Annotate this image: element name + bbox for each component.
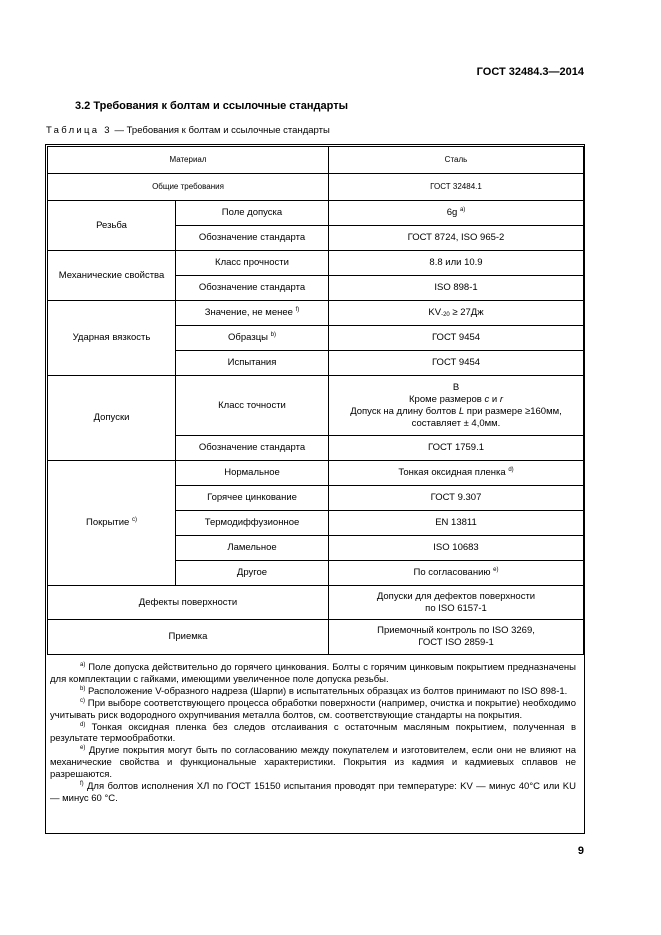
value-cell: ГОСТ 1759.1 xyxy=(329,436,584,461)
param-cell: Образцы $^{b)}$ xyxy=(176,326,329,351)
table-caption-prefix: Таблица 3 xyxy=(46,125,112,136)
param-cell: Термодиффузионное xyxy=(176,511,329,536)
table-caption-text: — Требования к болтам и ссылочные стандарты xyxy=(111,125,330,136)
param-cell: Ламельное xyxy=(176,536,329,561)
value-cell: Приемочный контроль по ISO 3269, ГОСТ ISO 2859-1 xyxy=(329,620,584,655)
value-cell: ISO 10683 xyxy=(329,536,584,561)
footnotes xyxy=(50,662,576,805)
general-requirements-value: ГОСТ 32484.1 xyxy=(329,174,584,201)
param-cell: Горячее цинкование xyxy=(176,486,329,511)
value-cell: ГОСТ 9454 xyxy=(329,351,584,376)
footnote: $^{d)}$ Тонкая оксидная пленка без следов отслаивания с остаточным масляным покрытием, полученная в результате термообработки. xyxy=(50,721,576,745)
table-row xyxy=(48,251,584,276)
document-code: ГОСТ 32484.3—2014 xyxy=(476,66,584,78)
param-cell: Значение, не менее $^{f)}$ xyxy=(176,301,329,326)
value-cell: 6g $^{a)}$ xyxy=(329,201,584,226)
table-row xyxy=(48,174,584,201)
footnote: $^{a)}$ Поле допуска действительно до горячего цинкования. Болты с горячим цинковым покрытием предназначены для комплектации с гайками, имеющими увеличенное поле допуска резьбы. xyxy=(50,662,576,685)
param-cell: Класс прочности xyxy=(176,251,329,276)
thread-label: Резьба xyxy=(48,201,176,251)
value-cell: EN 13811 xyxy=(329,511,584,536)
param-cell: Испытания xyxy=(176,351,329,376)
table-row xyxy=(48,301,584,326)
footnote-mark: c) xyxy=(131,517,137,523)
footnote: $^{e)}$ Другие покрытия могут быть по согласованию между покупателем и изготовителем, если они не влияют на механические свойства и функциональные характеристики. Покрытия из кадмия и кадмиевых сплавов не разрешаются. xyxy=(50,745,576,781)
header-material: Материал xyxy=(48,147,329,174)
table-caption xyxy=(46,125,330,136)
footnote-mark: d) xyxy=(508,467,514,473)
value-cell: ГОСТ 8724, ISO 965-2 xyxy=(329,226,584,251)
footnote: $^{f)}$ Для болтов исполнения ХЛ по ГОСТ 15150 испытания проводят при температуре: KV — минус 40°C или KU — минус 60 °C. xyxy=(50,781,576,804)
general-requirements-label: Общие требования xyxy=(48,174,329,201)
footnote-mark: a) xyxy=(459,207,466,213)
acceptance-label: Приемка xyxy=(48,620,329,655)
table-header-row xyxy=(48,147,584,174)
section-title: 3.2 Требования к болтам и ссылочные стандарты xyxy=(75,100,349,112)
footnote-mark: b) xyxy=(270,332,276,338)
table-row xyxy=(48,201,584,226)
param-cell: Класс точности xyxy=(176,376,329,436)
param-cell: Обозначение стандарта xyxy=(176,226,329,251)
tolerances-label: Допуски xyxy=(48,376,176,461)
value-cell: B Кроме размеров c и r Допуск на длину болтов L при размере ≥160мм, составляет ± 4,0мм. xyxy=(329,376,584,436)
table-row xyxy=(48,376,584,436)
value-cell: ГОСТ 9454 xyxy=(329,326,584,351)
footnote-mark: e) xyxy=(493,567,499,573)
value-cell: По согласованию $^{e)}$ xyxy=(329,561,584,586)
param-cell: Обозначение стандарта xyxy=(176,436,329,461)
value-cell: Допуски для дефектов поверхности по ISO 6157-1 xyxy=(329,586,584,620)
param-cell: Обозначение стандарта xyxy=(176,276,329,301)
defects-label: Дефекты поверхности xyxy=(48,586,329,620)
footnote: $^{c)}$ При выборе соответствующего процесса обработки поверхности (например, очистка и покрытие) необходимо учитывать риск водородного охрупчивания металла болтов, см. соответствующие стандарты на покрытия. xyxy=(50,697,576,721)
value-cell: ISO 898-1 xyxy=(329,276,584,301)
footnote-mark: f) xyxy=(295,307,300,313)
value-cell: ГОСТ 9.307 xyxy=(329,486,584,511)
value-cell: $KV_{-20} \ge 27Дж$ xyxy=(329,301,584,326)
param-cell: Поле допуска xyxy=(176,201,329,226)
param-cell: Другое xyxy=(176,561,329,586)
param-cell: Нормальное xyxy=(176,461,329,486)
requirements-table xyxy=(47,146,584,655)
header-steel: Сталь xyxy=(329,147,584,174)
table-row xyxy=(48,586,584,620)
impact-label: Ударная вязкость xyxy=(48,301,176,376)
coating-label: Покрытие $^{c)}$ xyxy=(48,461,176,586)
table-row xyxy=(48,620,584,655)
value-cell: Тонкая оксидная пленка $^{d)}$ xyxy=(329,461,584,486)
table-row xyxy=(48,461,584,486)
value-cell: 8.8 или 10.9 xyxy=(329,251,584,276)
footnote: $^{b)}$ Расположение V-образного надреза (Шарпи) в испытательных образцах из болтов принимают по ISO 898-1. xyxy=(80,685,568,697)
page-number: 9 xyxy=(577,845,584,857)
mechanical-label: Механические свойства xyxy=(48,251,176,301)
